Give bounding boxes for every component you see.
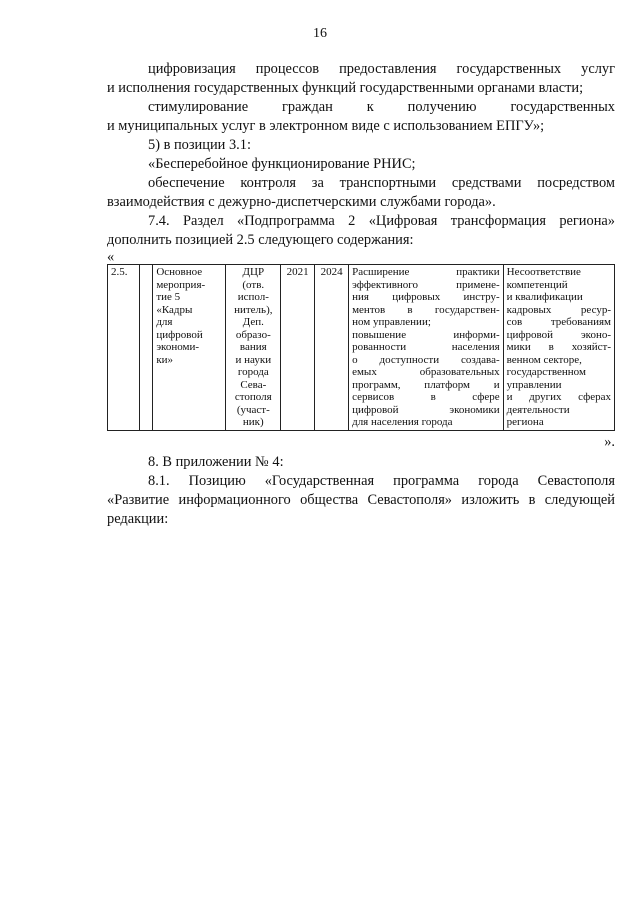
cell-line: емых образовательных [352,366,500,378]
cell-line: тие 5 [156,291,181,303]
cell-number: 2.5. [108,265,140,431]
paragraph-appendix-4: 8. В приложении № 4: [148,453,284,470]
cell-line: города [237,366,269,378]
cell-line: Сева- [240,378,267,391]
cell-line: мики в хозяйст- [506,341,611,353]
cell-line: кадровых ресур- [506,303,611,316]
cell-line: цифровой [156,328,203,341]
cell-activity-name [153,265,226,431]
cell-line: Расширение практики [352,266,500,278]
cell-line: государственном [506,366,586,378]
cell-line: компетенций [506,278,568,291]
paragraph-digitalization: цифровизация процессов предоставления государственных услуг [148,61,615,77]
cell-line: для населения города [352,416,453,428]
cell-blank [139,265,152,431]
cell-line: цифровой эконо- [506,328,611,341]
cell-executor [226,265,281,431]
cell-line: повышение информи- [352,328,500,341]
cell-year-start: 2021 [281,265,315,431]
paragraph-stimulation: стимулирование граждан к получению государственных [148,99,615,115]
position-table [107,264,615,431]
cell-line: ДЦР [242,266,265,278]
cell-risks [503,265,614,431]
table-row [108,265,615,431]
cell-line: о доступности создава- [352,353,500,366]
cell-line: экономи- [156,341,200,353]
cell-line: сов требованиям [506,316,611,328]
paragraph-digitalization-cont: и исполнения государственных функций государственными органами власти; [107,80,584,96]
paragraph-section-7-4: 7.4. Раздел «Подпрограмма 2 «Цифровая трансформация региона» [148,213,615,229]
cell-line: для [156,316,173,328]
paragraph-transport-control-cont: взаимодействия с дежурно-диспетчерскими службами города». [107,194,496,210]
cell-line: стополя [234,391,272,403]
cell-line: региона [506,416,544,428]
paragraph-8-1: 8.1. Позицию «Государственная программа города Севастополя [148,472,615,489]
cell-line: ментов в государствен- [352,303,500,316]
cell-line: (участ- [236,403,270,416]
cell-line: (отв. [242,278,265,291]
cell-line: Основное [156,266,203,278]
paragraph-rnis: «Бесперебойное функционирование РНИС; [148,156,416,172]
cell-line: и других сферах [506,391,611,403]
cell-line: образо- [235,328,271,341]
cell-line: ник) [242,416,264,428]
cell-year-end: 2024 [315,265,349,431]
paragraph-8-1-end: редакции: [107,510,169,527]
cell-line: ном управлении; [352,316,431,328]
cell-line: ки» [156,353,174,366]
cell-line: эффективного примене- [352,278,500,291]
cell-line: мероприя- [156,278,206,291]
cell-line: венном секторе, [506,353,582,366]
cell-line: Несоответствие [506,266,581,278]
cell-line: рованности населения [352,341,500,353]
cell-line: деятельности [506,403,570,416]
document-body [107,60,615,529]
cell-line: вания [239,341,267,353]
cell-line: нитель), [234,303,273,316]
cell-line: программ, платформ и [352,378,500,391]
page-number: 16 [313,26,327,41]
cell-line: испол- [237,291,269,303]
cell-expected-result [349,265,504,431]
paragraph-position-3-1: 5) в позиции 3.1: [148,137,251,153]
paragraph-transport-control: обеспечение контроля за транспортными средствами посредством [148,175,615,191]
cell-line: и квалификации [506,291,583,303]
paragraph-section-7-4-cont: дополнить позицией 2.5 следующего содержания: [107,232,414,248]
cell-line: Деп. [242,316,264,328]
quote-open: « [107,249,115,265]
cell-line: цифровой экономики [352,403,500,416]
cell-line: «Кадры [156,303,193,316]
cell-line: управлении [506,378,562,391]
quote-close: ». [604,433,615,450]
cell-line: сервисов в сфере [352,391,500,403]
cell-line: ния цифровых инстру- [352,291,500,303]
cell-line: и науки [235,353,272,366]
paragraph-stimulation-cont: и муниципальных услуг в электронном виде с использованием ЕПГУ»; [107,118,545,134]
paragraph-8-1-cont: «Развитие информационного общества Севастополя» изложить в следующей [107,491,615,508]
